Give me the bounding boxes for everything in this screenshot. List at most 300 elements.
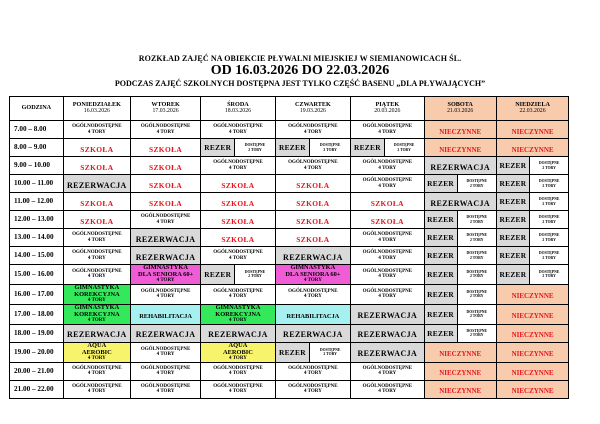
- time-slot: 8.00 – 9.00: [10, 139, 64, 157]
- available-label: DOSTĘPNE: [538, 161, 560, 166]
- schedule-cell: [201, 284, 275, 304]
- open-access-label: OGÓLNODOSTĘPNE: [140, 289, 191, 295]
- open-access-label: OGÓLNODOSTĘPNE: [362, 178, 413, 184]
- split-cell: [424, 229, 496, 247]
- lanes-2-label: 2 TORY: [469, 314, 484, 319]
- lanes-2-label: 2 TORY: [248, 147, 262, 152]
- schedule-cell: [201, 304, 275, 324]
- schedule-cell: [496, 139, 568, 157]
- closed-label: NIECZYNNE: [439, 127, 482, 136]
- lanes-2-label: 2 TORY: [469, 333, 484, 338]
- partial-reservation-label: REZER: [499, 196, 527, 206]
- rehabilitation-label: REHABILITACJA: [286, 313, 340, 321]
- open-access-label: OGÓLNODOSTĘPNE: [362, 232, 413, 238]
- school-label: SZKOŁA: [370, 198, 404, 208]
- schedule-cell: [63, 211, 130, 229]
- schedule-cell: [496, 342, 568, 362]
- open-access-label: OGÓLNODOSTĘPNE: [362, 124, 413, 130]
- reservation-label: REZERWACJA: [283, 252, 343, 262]
- split-cell: [201, 139, 275, 157]
- reservation-label: REZERWACJA: [430, 162, 491, 172]
- partial-reservation-label: REZER: [427, 214, 455, 224]
- time-slot: 14.00 – 15.00: [10, 247, 64, 265]
- schedule-cell: [201, 229, 275, 247]
- schedule-cell: [424, 121, 496, 139]
- school-label: SZKOŁA: [80, 144, 114, 154]
- table-row: [10, 284, 590, 304]
- available-label: DOSTĘPNE: [538, 197, 560, 202]
- lanes-2-label: 2 TORY: [542, 183, 556, 188]
- available-label: DOSTĘPNE: [319, 143, 341, 148]
- partial-reservation-label: REZER: [278, 142, 306, 152]
- schedule-table: [9, 96, 590, 399]
- schedule-cell: [424, 380, 496, 398]
- schedule-cell: [351, 175, 424, 193]
- split-cell: [424, 247, 496, 265]
- schedule-cell: [130, 247, 200, 265]
- schedule-cell: [201, 211, 275, 229]
- partial-reservation-label: REZER: [499, 232, 527, 242]
- available-label: DOSTĘPNE: [244, 143, 266, 148]
- schedule-cell: [351, 324, 424, 342]
- partial-reservation-label: REZER: [427, 232, 455, 242]
- schedule-cell: [351, 304, 424, 324]
- available-label: DOSTĘPNE: [319, 348, 341, 353]
- partial-reservation-label: REZER: [427, 250, 455, 260]
- time-slot: 17.00 – 18.00: [10, 304, 64, 324]
- split-cell: [496, 265, 568, 285]
- schedule-cell: [130, 193, 200, 211]
- lanes-label: 4 TORY: [229, 255, 247, 261]
- schedule-cell: [351, 247, 424, 265]
- lanes-2-label: 2 TORY: [542, 219, 556, 224]
- activity-label-2: KOREKCYJNA: [74, 310, 120, 318]
- split-cell: [424, 211, 496, 229]
- available-label: DOSTĘPNE: [466, 215, 487, 220]
- lanes-label: 4 TORY: [156, 219, 175, 225]
- lanes-2-label: 2 TORY: [248, 274, 262, 279]
- open-access-label: OGÓLNODOSTĘPNE: [362, 384, 413, 389]
- header-row: [10, 97, 590, 121]
- lanes-label: 4 TORY: [229, 294, 247, 300]
- split-cell: [496, 247, 568, 265]
- schedule-cell: [130, 229, 200, 247]
- reservation-label: REZERWACJA: [357, 349, 418, 359]
- open-access-label: OGÓLNODOSTĘPNE: [213, 366, 263, 371]
- closed-label: NIECZYNNE: [439, 350, 482, 359]
- open-access-label: OGÓLNODOSTĘPNE: [140, 384, 191, 389]
- school-label: SZKOŁA: [148, 162, 183, 172]
- table-row: [10, 362, 590, 380]
- available-label: DOSTĘPNE: [466, 329, 487, 334]
- school-label: SZKOŁA: [296, 216, 330, 226]
- available-label: DOSTĘPNE: [466, 233, 487, 238]
- table-row: [10, 380, 590, 398]
- table-row: [10, 229, 590, 247]
- schedule-cell: [63, 265, 130, 285]
- schedule-cell: [424, 139, 496, 157]
- open-access-label: OGÓLNODOSTĘPNE: [213, 160, 263, 166]
- partial-reservation-label: REZER: [499, 269, 527, 279]
- school-label: SZKOŁA: [148, 198, 183, 208]
- open-access-label: OGÓLNODOSTĘPNE: [288, 160, 338, 166]
- table-row: [10, 324, 590, 342]
- schedule-cell: [351, 265, 424, 285]
- schedule-cell: [63, 247, 130, 265]
- open-access-label: OGÓLNODOSTĘPNE: [72, 250, 122, 256]
- lanes-label: 4 TORY: [87, 255, 106, 261]
- table-row: [10, 121, 590, 139]
- activity-label-2: DLA SENIORA 60+: [285, 270, 341, 278]
- day-header: WTOREK 17.03.2026: [130, 97, 200, 121]
- time-slot: 20.00 – 21.00: [10, 362, 64, 380]
- lanes-label: 4 TORY: [303, 129, 322, 135]
- split-cell: [275, 342, 350, 362]
- lanes-2-label: 2 TORY: [542, 165, 556, 170]
- lanes-label: 4 TORY: [87, 129, 106, 135]
- school-label: SZKOŁA: [80, 216, 114, 226]
- partial-reservation-label: REZER: [499, 250, 527, 260]
- activity-label-2: AEROBIC: [223, 348, 253, 356]
- lanes-label: 4 TORY: [87, 274, 106, 280]
- schedule-cell: [130, 121, 200, 139]
- lanes-label: 4 TORY: [156, 352, 175, 358]
- lanes-label: 4 TORY: [156, 278, 175, 284]
- split-cell: [496, 157, 568, 175]
- table-row: [10, 157, 590, 175]
- schedule-cell: [351, 284, 424, 304]
- schedule-cell: [63, 362, 130, 380]
- schedule-cell: [63, 121, 130, 139]
- school-label: SZKOŁA: [148, 180, 183, 190]
- school-label: SZKOŁA: [221, 180, 255, 190]
- lanes-label: 4 TORY: [378, 255, 397, 261]
- split-cell: [496, 229, 568, 247]
- open-access-label: OGÓLNODOSTĘPNE: [140, 214, 191, 220]
- reservation-label: REZERWACJA: [208, 330, 268, 340]
- lanes-2-label: 2 TORY: [542, 201, 556, 206]
- day-header: PIĄTEK 20.03.2026: [351, 97, 424, 121]
- available-label: DOSTĘPNE: [466, 310, 487, 315]
- table-row: [10, 193, 590, 211]
- open-access-label: OGÓLNODOSTĘPNE: [288, 366, 338, 371]
- schedule-cell: [130, 265, 200, 285]
- available-label: DOSTĘPNE: [538, 179, 560, 184]
- schedule-cell: [130, 211, 200, 229]
- lanes-2-label: 2 TORY: [469, 237, 484, 242]
- split-cell: [424, 284, 496, 304]
- day-header: CZWARTEK 19.03.2026: [275, 97, 350, 121]
- schedule-cell: [63, 324, 130, 342]
- lanes-label: 4 TORY: [229, 129, 247, 135]
- schedule-cell: [201, 362, 275, 380]
- schedule-cell: [130, 284, 200, 304]
- available-label: DOSTĘPNE: [244, 270, 266, 275]
- activity-label: AQUA: [87, 342, 107, 349]
- activity-label: GIMNASTYKA: [74, 304, 120, 311]
- lanes-label: 4 TORY: [378, 129, 397, 135]
- lanes-2-label: 2 TORY: [469, 274, 484, 279]
- activity-label-2: DLA SENIORA 60+: [138, 270, 194, 278]
- schedule-cell: [63, 342, 130, 362]
- time-slot: 16.00 – 17.00: [10, 284, 64, 304]
- activity-label: GIMNASTYKA: [74, 284, 120, 291]
- available-label: DOSTĘPNE: [538, 215, 560, 220]
- lanes-2-label: 2 TORY: [542, 237, 556, 242]
- lanes-label: 4 TORY: [303, 389, 322, 395]
- schedule-cell: [351, 211, 424, 229]
- lanes-label: 4 TORY: [303, 294, 322, 300]
- schedule-cell: [351, 229, 424, 247]
- reservation-label: REZERWACJA: [135, 234, 196, 244]
- schedule-cell: [63, 380, 130, 398]
- lanes-label: 4 TORY: [156, 294, 175, 300]
- schedule-cell: [351, 157, 424, 175]
- lanes-label: 4 TORY: [378, 274, 397, 280]
- activity-label: GIMNASTYKA: [290, 264, 336, 271]
- time-slot: 21.00 – 22.00: [10, 380, 64, 398]
- activity-label-2: AEROBIC: [81, 348, 112, 356]
- lanes-label: 4 TORY: [229, 318, 247, 324]
- closed-label: NIECZYNNE: [511, 387, 554, 396]
- open-access-label: OGÓLNODOSTĘPNE: [213, 384, 263, 389]
- lanes-label: 4 TORY: [303, 371, 322, 377]
- open-access-label: OGÓLNODOSTĘPNE: [213, 250, 263, 256]
- time-slot: 18.00 – 19.00: [10, 324, 64, 342]
- schedule-cell: [424, 362, 496, 380]
- open-access-label: OGÓLNODOSTĘPNE: [72, 384, 122, 389]
- schedule-cell: [351, 342, 424, 362]
- closed-label: NIECZYNNE: [439, 145, 482, 154]
- partial-reservation-label: REZER: [427, 289, 455, 299]
- lanes-label: 4 TORY: [87, 298, 106, 304]
- schedule-cell: [275, 157, 350, 175]
- reservation-label: REZERWACJA: [283, 330, 343, 340]
- split-cell: [496, 193, 568, 211]
- date-range-title: OD 16.03.2026 DO 22.03.2026: [210, 63, 390, 78]
- lanes-2-label: 2 TORY: [542, 274, 556, 279]
- schedule-cell: [63, 157, 130, 175]
- split-cell: [424, 324, 496, 342]
- closed-label: NIECZYNNE: [511, 127, 554, 136]
- available-label: DOSTĘPNE: [538, 251, 560, 256]
- school-label: SZKOŁA: [80, 198, 114, 208]
- schedule-cell: [201, 193, 275, 211]
- day-header: PONIEDZIAŁEK 16.03.2026: [63, 97, 130, 121]
- schedule-cell: [63, 304, 130, 324]
- table-row: [10, 265, 590, 285]
- lanes-label: 4 TORY: [87, 371, 106, 377]
- schedule-cell: [130, 157, 200, 175]
- open-access-label: OGÓLNODOSTĘPNE: [72, 124, 122, 130]
- schedule-cell: [424, 157, 496, 175]
- day-header: NIEDZIELA 22.03.2026: [496, 97, 568, 121]
- title-line-1: ROZKŁAD ZAJĘĆ NA OBIEKCIE PŁYWALNI MIEJSKIEJ W SIEMIANOWICACH ŚL.: [138, 54, 462, 63]
- open-access-label: OGÓLNODOSTĘPNE: [140, 124, 191, 130]
- schedule-cell: [496, 324, 568, 342]
- closed-label: NIECZYNNE: [511, 350, 554, 359]
- open-access-label: OGÓLNODOSTĘPNE: [72, 269, 122, 275]
- table-row: [10, 304, 590, 324]
- lanes-label: 4 TORY: [378, 371, 397, 377]
- reservation-label: REZERWACJA: [357, 311, 418, 321]
- lanes-label: 4 TORY: [378, 294, 397, 300]
- lanes-2-label: 2 TORY: [469, 219, 484, 224]
- reservation-label: REZERWACJA: [66, 180, 127, 190]
- closed-label: NIECZYNNE: [511, 292, 554, 301]
- activity-label: GIMNASTYKA: [143, 264, 188, 271]
- schedule-cell: [63, 139, 130, 157]
- closed-label: NIECZYNNE: [511, 369, 554, 378]
- schedule-cell: [351, 362, 424, 380]
- open-access-label: OGÓLNODOSTĘPNE: [140, 347, 191, 353]
- time-slot: 15.00 – 16.00: [10, 265, 64, 285]
- lanes-label: 4 TORY: [229, 389, 247, 395]
- split-cell: [275, 139, 350, 157]
- time-slot: 19.00 – 20.00: [10, 342, 64, 362]
- time-slot: 12.00 – 13.00: [10, 211, 64, 229]
- schedule-cell: [201, 121, 275, 139]
- schedule-cell: [496, 304, 568, 324]
- partial-reservation-label: REZER: [427, 269, 455, 279]
- schedule-cell: [496, 362, 568, 380]
- lanes-label: 4 TORY: [229, 371, 247, 377]
- closed-label: NIECZYNNE: [511, 312, 554, 321]
- activity-label: AQUA: [228, 342, 248, 349]
- schedule-cell: [130, 342, 200, 362]
- schedule-cell: [201, 342, 275, 362]
- open-access-label: OGÓLNODOSTĘPNE: [72, 232, 122, 238]
- open-access-label: OGÓLNODOSTĘPNE: [362, 289, 413, 295]
- lanes-label: 4 TORY: [229, 356, 247, 362]
- schedule-cell: [496, 284, 568, 304]
- open-access-label: OGÓLNODOSTĘPNE: [362, 366, 413, 371]
- table-row: [10, 139, 590, 157]
- schedule-cell: [275, 229, 350, 247]
- lanes-label: 4 TORY: [378, 183, 397, 189]
- schedule-cell: [275, 304, 350, 324]
- available-label: DOSTĘPNE: [538, 270, 560, 275]
- activity-label-2: KOREKCYJNA: [74, 290, 120, 298]
- lanes-label: 4 TORY: [303, 165, 322, 171]
- schedule-cell: [130, 362, 200, 380]
- partial-reservation-label: REZER: [204, 142, 232, 152]
- split-cell: [496, 175, 568, 193]
- reservation-label: REZERWACJA: [357, 330, 418, 340]
- schedule-cell: [275, 121, 350, 139]
- schedule-cell: [496, 121, 568, 139]
- schedule-cell: [130, 139, 200, 157]
- open-access-label: OGÓLNODOSTĘPNE: [362, 160, 413, 166]
- partial-reservation-label: REZER: [278, 347, 306, 357]
- partial-reservation-label: REZER: [499, 178, 527, 188]
- open-access-label: OGÓLNODOSTĘPNE: [213, 289, 263, 295]
- schedule-cell: [201, 247, 275, 265]
- partial-reservation-label: REZER: [427, 328, 455, 338]
- lanes-2-label: 2 TORY: [323, 147, 337, 152]
- schedule-cell: [424, 342, 496, 362]
- open-access-label: OGÓLNODOSTĘPNE: [288, 384, 338, 389]
- pool-notice: PODCZAS ZAJĘĆ SZKOLNYCH DOSTĘPNA JEST TYLKO CZĘŚĆ BASENU „DLA PŁYWAJĄCYCH”: [114, 79, 486, 88]
- schedule-cell: [275, 211, 350, 229]
- lanes-label: 4 TORY: [303, 278, 322, 284]
- lanes-2-label: 2 TORY: [542, 255, 556, 260]
- lanes-label: 4 TORY: [156, 371, 175, 377]
- lanes-label: 4 TORY: [229, 165, 247, 171]
- open-access-label: OGÓLNODOSTĘPNE: [140, 366, 191, 371]
- open-access-label: OGÓLNODOSTĘPNE: [362, 250, 413, 256]
- day-header: SOBOTA 21.03.2026: [424, 97, 496, 121]
- lanes-2-label: 2 TORY: [397, 147, 411, 152]
- reservation-label: REZERWACJA: [430, 198, 491, 208]
- schedule-cell: [63, 229, 130, 247]
- day-header: ŚRODA 18.03.2026: [201, 97, 275, 121]
- split-cell: [201, 265, 275, 285]
- table-row: [10, 342, 590, 362]
- school-label: SZKOŁA: [221, 198, 255, 208]
- lanes-label: 4 TORY: [87, 356, 106, 362]
- schedule-cell: [130, 304, 200, 324]
- closed-label: NIECZYNNE: [511, 331, 554, 340]
- split-cell: [496, 211, 568, 229]
- schedule-cell: [201, 324, 275, 342]
- split-cell: [424, 304, 496, 324]
- open-access-label: OGÓLNODOSTĘPNE: [362, 269, 413, 275]
- closed-label: NIECZYNNE: [439, 387, 482, 396]
- lanes-label: 4 TORY: [156, 389, 175, 395]
- activity-label: GIMNASTYKA: [215, 304, 261, 311]
- schedule-cell: [130, 175, 200, 193]
- activity-label-2: KOREKCYJNA: [215, 310, 261, 318]
- partial-reservation-label: REZER: [204, 269, 232, 279]
- lanes-2-label: 2 TORY: [469, 294, 484, 299]
- schedule-cell: [275, 324, 350, 342]
- reservation-label: REZERWACJA: [66, 330, 127, 340]
- lanes-2-label: 2 TORY: [323, 352, 337, 357]
- lanes-2-label: 2 TORY: [469, 255, 484, 260]
- lanes-label: 4 TORY: [378, 237, 397, 243]
- available-label: DOSTĘPNE: [466, 251, 487, 256]
- school-label: SZKOŁA: [296, 234, 330, 244]
- schedule-cell: [351, 380, 424, 398]
- partial-reservation-label: REZER: [427, 178, 455, 188]
- split-cell: [424, 175, 496, 193]
- partial-reservation-label: REZER: [427, 309, 455, 319]
- available-label: DOSTĘPNE: [393, 143, 415, 148]
- time-slot: 9.00 – 10.00: [10, 157, 64, 175]
- reservation-label: REZERWACJA: [135, 330, 196, 340]
- available-label: DOSTĘPNE: [466, 179, 487, 184]
- split-cell: [351, 139, 424, 157]
- schedule-cell: [275, 247, 350, 265]
- schedule-cell: [275, 193, 350, 211]
- school-label: SZKOŁA: [221, 216, 255, 226]
- time-column-header: GODZINA: [10, 97, 64, 121]
- schedule-cell: [424, 193, 496, 211]
- open-access-label: OGÓLNODOSTĘPNE: [288, 124, 338, 130]
- school-label: SZKOŁA: [296, 180, 330, 190]
- open-access-label: OGÓLNODOSTĘPNE: [288, 289, 338, 295]
- school-label: SZKOŁA: [370, 216, 404, 226]
- school-label: SZKOŁA: [221, 234, 255, 244]
- school-label: SZKOŁA: [296, 198, 330, 208]
- schedule-cell: [201, 157, 275, 175]
- closed-label: NIECZYNNE: [511, 145, 554, 154]
- partial-reservation-label: REZER: [353, 142, 381, 152]
- lanes-2-label: 2 TORY: [469, 183, 484, 188]
- schedule-cell: [63, 284, 130, 304]
- schedule-cell: [63, 193, 130, 211]
